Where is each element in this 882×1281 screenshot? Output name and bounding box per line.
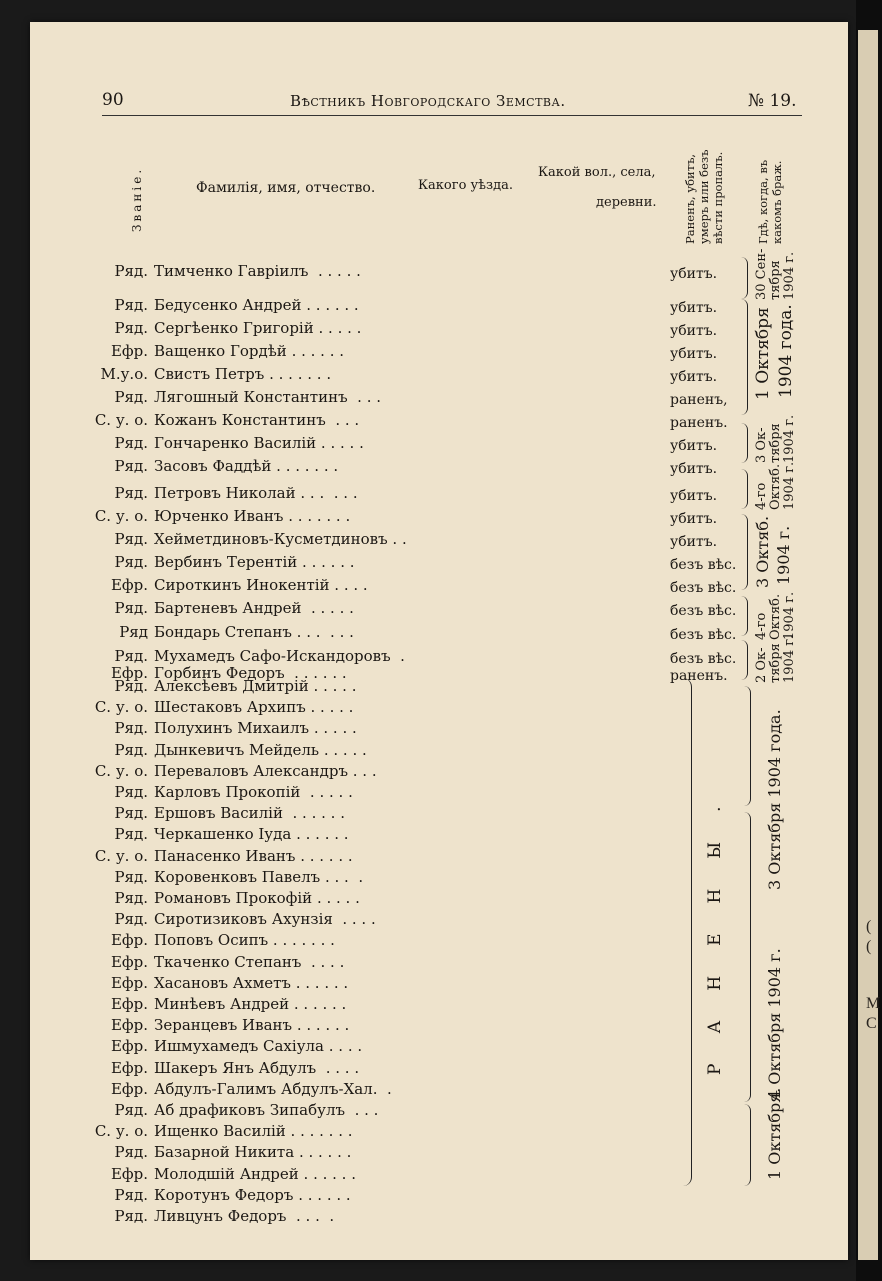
row-status: раненъ. (670, 668, 728, 684)
row-rank: С. у. о. (94, 507, 148, 525)
row-name: Бондарь Степанъ . . . . . . (154, 623, 354, 641)
row-name: Молодшій Андрей . . . . . . (154, 1164, 356, 1183)
row-name: Шестаковъ Архипъ . . . . . (154, 698, 354, 717)
row-rank: Ряд. (114, 1207, 148, 1225)
row-rank: Ряд. (114, 388, 148, 406)
row-name: Романовъ Прокофій . . . . . (154, 889, 360, 907)
row-rank: Ряд. (114, 910, 148, 929)
row-rank: Ряд. (114, 434, 148, 452)
margin-mark: С (866, 1015, 877, 1032)
brace (741, 640, 748, 680)
row-status: безъ вѣс. (670, 627, 737, 643)
brace (744, 1104, 751, 1186)
date-label: 4-го (754, 482, 769, 510)
date-label: 4-го (754, 612, 769, 640)
row-rank: Ряд. (114, 719, 148, 738)
date-label: 3 Ок- (754, 427, 769, 463)
brace (744, 686, 751, 806)
row-status: убитъ. (670, 369, 718, 385)
margin-mark: ( (866, 938, 872, 955)
row-name: Абдулъ-Галимъ Абдулъ-Хал. . (154, 1079, 392, 1098)
row-status: безъ вѣс. (670, 580, 737, 596)
row-status: убитъ. (670, 300, 718, 316)
date-label: 1904 г. (774, 525, 793, 585)
row-rank: Ряд. (114, 825, 148, 844)
row-status: убитъ. (670, 488, 718, 504)
row-name: Хейметдиновъ-Кусметдиновъ . . (154, 530, 407, 548)
row-name: Поповъ Осипъ . . . . . . . (154, 931, 335, 950)
row-name: Засовъ Фаддѣй . . . . . . . (154, 457, 339, 475)
brace (744, 812, 751, 1102)
row-rank: Ефр. (110, 931, 148, 950)
row-name: Зеранцевъ Иванъ . . . . . . (154, 1016, 350, 1035)
row-rank: Ряд. (114, 647, 148, 665)
row-rank: Ряд. (114, 457, 148, 475)
row-rank: Ряд. (114, 677, 148, 695)
row-name: Ищенко Василій . . . . . . . (154, 1122, 353, 1141)
brace (741, 514, 748, 590)
row-rank: Ряд. (114, 1185, 148, 1204)
date-label: тября (768, 643, 783, 683)
col-status-header-3: вѣсти пропалъ. (711, 151, 725, 244)
brace (741, 469, 748, 509)
wounded-date-3: 3 Октября 1904 года. (765, 709, 784, 890)
row-status: убитъ. (670, 511, 718, 527)
col-status-header: Раненъ, убитъ, (683, 153, 697, 244)
row-rank: Ряд. (114, 262, 148, 280)
date-label: 2 Ок- (754, 647, 769, 683)
date-label: 1904 г. (782, 461, 797, 510)
row-rank: Ефр. (110, 1037, 148, 1056)
margin-mark: ( (866, 918, 872, 935)
page-number: 90 (102, 90, 124, 110)
col-name-header: Фамилія, имя, отчество. (196, 180, 376, 196)
date-label: Октяб. (768, 593, 783, 640)
row-name: Переваловъ Александръ . . . (154, 761, 377, 780)
col-village-header: Какой вол., села, (538, 165, 656, 180)
date-label: Октяб. (768, 463, 783, 510)
date-label: 1904 года. (776, 304, 796, 398)
row-name: Алексѣевъ Дмитрій . . . . . (154, 677, 357, 695)
row-name: Полухинъ Михаилъ . . . . . (154, 719, 357, 738)
row-name: Бедусенко Андрей . . . . . . (154, 296, 359, 314)
date-label: 1904 г. (782, 634, 797, 683)
brace (741, 596, 748, 636)
row-rank: Ефр. (110, 952, 148, 971)
col-place-header: Гдѣ, когда, въ (756, 159, 770, 244)
brace (741, 257, 748, 299)
wounded-brace (683, 678, 692, 1186)
row-name: Вербинъ Терентій . . . . . . (154, 553, 355, 571)
row-rank: Ефр. (110, 664, 148, 682)
brace (741, 423, 748, 463)
row-name: Бартеневъ Андрей . . . . . (154, 599, 354, 617)
row-rank: Ряд. (114, 1143, 148, 1162)
row-name: Лягошный Константинъ . . . (154, 388, 382, 406)
date-label: тября (768, 423, 783, 463)
row-name: Сергѣенко Григорій . . . . . (154, 319, 362, 337)
row-rank: Ряд. (114, 889, 148, 907)
row-rank: Ряд. (114, 740, 148, 759)
row-rank: Ряд. (114, 783, 148, 801)
row-name: Карловъ Прокопій . . . . . (154, 783, 353, 801)
row-status: убитъ. (670, 266, 718, 282)
row-name: Коровенковъ Павелъ . . . . (154, 867, 364, 886)
row-name: Сиротизиковъ Ахунзія . . . . (154, 910, 376, 929)
row-rank: С. у. о. (94, 846, 148, 865)
row-name: Дынкевичъ Мейдель . . . . . (154, 740, 367, 759)
row-rank: Ефр. (110, 576, 148, 594)
row-name: Горбинъ Федоръ . . . . . . (154, 664, 347, 682)
wounded-date-2: 4 Октября 1904 г. (765, 948, 784, 1100)
header-rule (102, 115, 802, 116)
col-village-header-2: деревни. (596, 195, 657, 210)
row-rank: С. у. о. (94, 698, 148, 717)
row-name: Ершовъ Василій . . . . . . (154, 804, 345, 823)
row-status: убитъ. (670, 323, 718, 339)
brace (741, 299, 748, 415)
row-rank: С. у. о. (94, 761, 148, 780)
row-rank: Ефр. (110, 342, 148, 360)
date-label: 1904 г. (782, 251, 797, 300)
row-rank: С. у. о. (94, 1122, 148, 1141)
row-name: Шакеръ Янъ Абдулъ . . . . (154, 1058, 360, 1077)
col-rank-header: Званіе. (130, 166, 144, 232)
row-rank: Ряд. (114, 530, 148, 548)
journal-title: Вѣстникъ Новгородскаго Земства. (290, 92, 566, 110)
row-rank: М.у.о. (100, 365, 148, 383)
row-name: Юрченко Иванъ . . . . . . . (154, 507, 351, 525)
row-status: безъ вѣс. (670, 603, 737, 619)
date-label: 1904 г. (782, 591, 797, 640)
row-name: Ливцунъ Федоръ . . . . (154, 1207, 335, 1225)
date-label: тября (768, 260, 783, 300)
row-name: Ткаченко Степанъ . . . . (154, 952, 345, 971)
col-status-header-2: умеръ или безъ (697, 149, 711, 244)
row-rank: Ефр. (110, 995, 148, 1013)
row-rank: Ряд. (114, 867, 148, 886)
next-page-strip (858, 30, 881, 1260)
row-rank: Ряд. (114, 319, 148, 337)
date-label: 1904 г. (782, 414, 797, 463)
row-rank: Ефр. (110, 1164, 148, 1183)
row-status: безъ вѣс. (670, 651, 737, 667)
row-status: раненъ, (670, 392, 728, 408)
page-edge (856, 0, 882, 1281)
row-rank: Ряд. (114, 599, 148, 617)
row-rank: Ряд. (114, 296, 148, 314)
row-name: Петровъ Николай . . . . . . (154, 484, 358, 502)
row-name: Свистъ Петръ . . . . . . . (154, 365, 332, 383)
row-name: Ишмухамедъ Сахіула . . . . (154, 1037, 363, 1056)
row-name: Сироткинъ Инокентій . . . . (154, 576, 368, 594)
row-name: Минѣевъ Андрей . . . . . . (154, 995, 347, 1013)
col-place-header-2: какомъ браж. (770, 160, 784, 244)
row-rank: Ряд. (114, 484, 148, 502)
row-rank: Ефр. (110, 1079, 148, 1098)
row-rank: Ряд. (114, 553, 148, 571)
wounded-label: РАНЕНЫ. (705, 776, 725, 1075)
row-rank: Ряд (119, 623, 148, 641)
row-status: убитъ. (670, 461, 718, 477)
row-name: Кожанъ Константинъ . . . (154, 411, 360, 429)
row-status: безъ вѣс. (670, 557, 737, 573)
row-status: убитъ. (670, 438, 718, 454)
issue-number: № 19. (748, 91, 797, 111)
row-status: убитъ. (670, 346, 718, 362)
row-name: Гончаренко Василій . . . . . (154, 434, 364, 452)
row-name: Коротунъ Федоръ . . . . . . (154, 1185, 351, 1204)
date-label: 30 Сен- (754, 248, 769, 300)
row-name: Ващенко Гордѣй . . . . . . (154, 342, 345, 360)
margin-mark: М (866, 995, 881, 1012)
row-name: Аб драфиковъ Зипабулъ . . . (154, 1101, 379, 1119)
row-rank: Ефр. (110, 1058, 148, 1077)
date-label: 1 Октября (753, 307, 773, 400)
wounded-date-1: 1 Октября. (765, 1087, 784, 1180)
row-rank: Ефр. (110, 973, 148, 992)
row-rank: С. у. о. (94, 411, 148, 429)
row-name: Мухамедъ Сафо-Искандоровъ . (154, 647, 405, 665)
row-status: убитъ. (670, 534, 718, 550)
row-rank: Ряд. (114, 804, 148, 823)
row-rank: Ряд. (114, 1101, 148, 1119)
col-district-header: Какого уѣзда. (418, 178, 513, 193)
row-rank: Ефр. (110, 1016, 148, 1035)
row-name: Панасенко Иванъ . . . . . . (154, 846, 353, 865)
row-name: Тимченко Гавріилъ . . . . . (154, 262, 361, 280)
row-name: Хасановъ Ахметъ . . . . . . (154, 973, 349, 992)
row-name: Черкашенко Іуда . . . . . . (154, 825, 349, 844)
row-status: раненъ. (670, 415, 728, 431)
row-name: Базарной Никита . . . . . . (154, 1143, 352, 1162)
date-label: 3 Октяб. (753, 515, 772, 588)
